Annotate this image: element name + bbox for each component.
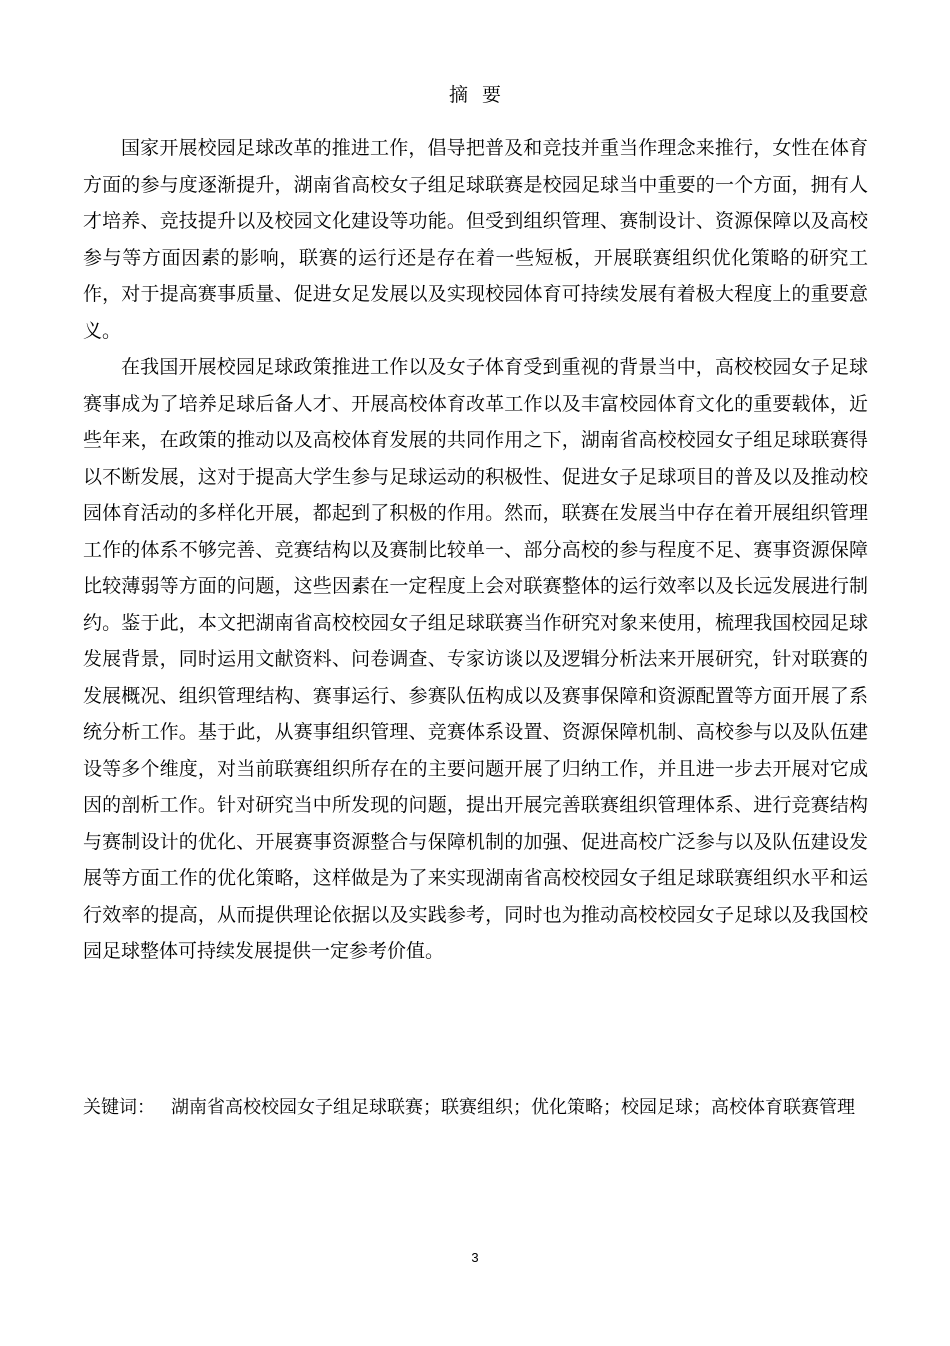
abstract-title: 摘要 [448, 84, 515, 106]
abstract-paragraph-1: 国家开展校园足球改革的推进工作，倡导把普及和竞技并重当作理念来推行，女性在体育方面的参与度逐渐提升，湖南省高校女子组足球联赛是校园足球当中重要的一个方面，拥有人才培养、竞技提升以及校园文化建设等功能。但受到组织管理、赛制设计、资源保障以及高校参与等方面因素的影响，联赛的运行还是存在着一些短板，开展联赛组织优化策略的研究工作，对于提高赛事质量、促进女足发展以及实现校园体育可持续发展有着极大程度上的重要意义。 [83, 137, 868, 342]
keywords-text: 湖南省高校校园女子组足球联赛；联赛组织；优化策略；校园足球；高校体育联赛管理 [171, 1097, 855, 1118]
keywords-section [83, 1090, 868, 1126]
abstract-body [83, 130, 868, 970]
abstract-paragraph-2: 在我国开展校园足球政策推进工作以及女子体育受到重视的背景当中，高校校园女子足球赛事成为了培养足球后备人才、开展高校体育改革工作以及丰富校园体育文化的重要载体，近些年来，在政策的推动以及高校体育发展的共同作用之下，湖南省高校校园女子组足球联赛得以不断发展，这对于提高大学生参与足球运动的积极性、促进女子足球项目的普及以及推动校园体育活动的多样化开展，都起到了积极的作用。然而，联赛在发展当中存在着开展组织管理工作的体系不够完善、竞赛结构以及赛制比较单一、部分高校的参与程度不足、赛事资源保障比较薄弱等方面的问题，这些因素在一定程度上会对联赛整体的运行效率以及长远发展进行制约。鉴于此，本文把湖南省高校校园女子组足球联赛当作研究对象来使用，梳理我国校园足球发展背景，同时运用文献资料、问卷调查、专家访谈以及逻辑分析法来开展研究，针对联赛的发展概况、组织管理结构、赛事运行、参赛队伍构成以及赛事保障和资源配置等方面开展了系统分析工作。基于此，从赛事组织管理、竞赛体系设置、资源保障机制、高校参与以及队伍建设等多个维度，对当前联赛组织所存在的主要问题开展了归纳工作，并且进一步去开展对它成因的剖析工作。针对研究当中所发现的问题，提出开展完善联赛组织管理体系、进行竞赛结构与赛制设计的优化、开展赛事资源整合与保障机制的加强、促进高校广泛参与以及队伍建设发展等方面工作的优化策略，这样做是为了来实现湖南省高校校园女子组足球联赛组织水平和运行效率的提高，从而提供理论依据以及实践参考，同时也为推动高校校园女子足球以及我国校园足球整体可持续发展提供一定参考价值。 [83, 356, 868, 962]
keywords-label: 关键词： [83, 1097, 155, 1118]
page-number: 3 [471, 1250, 479, 1265]
